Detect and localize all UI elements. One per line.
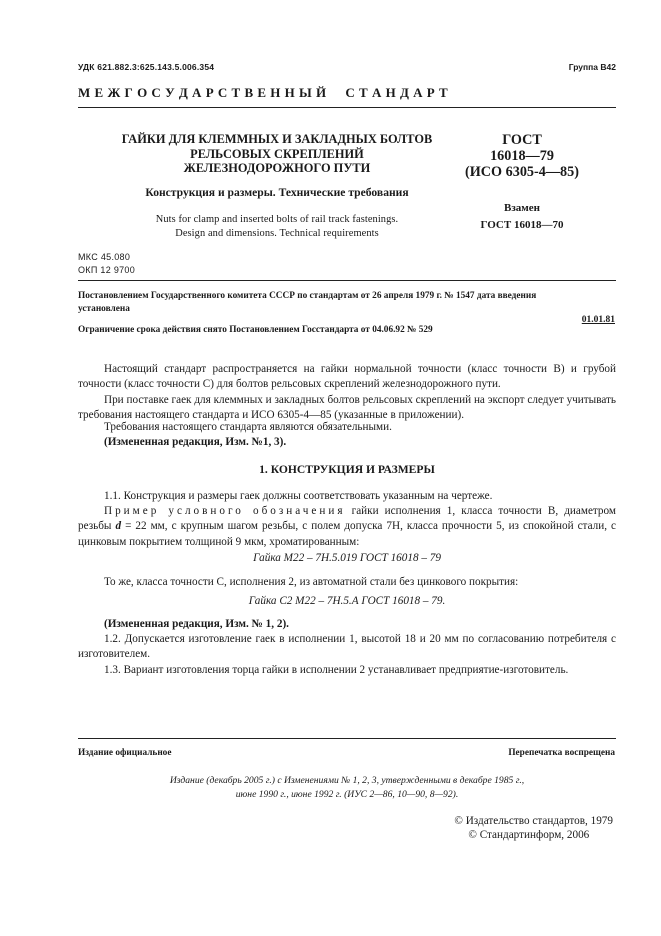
example-label: Пример условного обозначения bbox=[104, 505, 346, 517]
gost-label: ГОСТ bbox=[502, 132, 542, 148]
same-as-paragraph: То же, класса точности С, исполнения 2, из автоматной стали без цинкового покрытия: bbox=[104, 576, 519, 588]
header-rule bbox=[78, 107, 616, 108]
diameter-symbol: d bbox=[115, 520, 122, 533]
clause-1-3: 1.3. Вариант изготовления торца гайки в исполнении 2 устанавливает предприятие-изготовитель. bbox=[104, 664, 569, 676]
gost-designation bbox=[452, 132, 592, 180]
title-line-3: ЖЕЛЕЗНОДОРОЖНОГО ПУТИ bbox=[183, 161, 371, 175]
limitation-text: Ограничение срока действия снято Постановлением Госстандарта от 04.06.92 № 529 bbox=[78, 325, 433, 335]
classification-codes bbox=[78, 251, 135, 276]
edition-note-line-2: июне 1990 г., июне 1992 г. (ИУС 2—86, 10—90, 8—92). bbox=[235, 788, 459, 800]
replaces-label: Взамен bbox=[504, 202, 540, 214]
section-heading: 1. КОНСТРУКЦИЯ И РАЗМЕРЫ bbox=[259, 463, 435, 476]
english-title bbox=[112, 213, 442, 241]
decree-line-1: Постановлением Государственного комитета СССР по стандартам от 26 апреля 1979 г. № 1547 дата введения bbox=[78, 291, 537, 301]
example-text-b: = 22 мм, с крупным шагом резьбы, с полем допуска 7Н, класса прочности 5, из спокойной стали, с цинковым покрытием толщиной 9 мкм, хроматированным: bbox=[78, 520, 616, 548]
replaces-standard: ГОСТ 16018—70 bbox=[480, 219, 564, 231]
edition-note-line-1: Издание (декабрь 2005 г.) с Изменениями № 1, 2, 3, утвержденными в декабре 1985 г., bbox=[169, 775, 525, 786]
decree-text bbox=[78, 290, 618, 316]
intro-paragraph-1: Настоящий стандарт распространяется на гайки нормальной точности (класс точности В) и грубой точности (класс точности С) для болтов рельсовых скреплений железнодорожного пути. bbox=[78, 363, 616, 391]
gost-number: 16018—79 bbox=[490, 148, 554, 164]
intro-paragraph-2: При поставке гаек для клеммных и закладных болтов рельсовых скреплений на экспорт следует учитывать требования настоящего стандарта и ИСО 6305-4—85 (указанные в приложении). bbox=[78, 394, 616, 422]
title-line-2: РЕЛЬСОВЫХ СКРЕПЛЕНИЙ bbox=[190, 146, 364, 161]
copyright-2006: © Стандартинформ, 2006 bbox=[468, 829, 590, 841]
english-title-line-1: Nuts for clamp and inserted bolts of rail track fastenings. bbox=[155, 214, 399, 225]
clause-1-2: 1.2. Допускается изготовление гаек в исполнении 1, высотой 18 и 20 мм по согласованию потребителя с изготовителем. bbox=[78, 633, 616, 661]
designation-example-paragraph bbox=[78, 504, 616, 550]
document-subtitle: Конструкция и размеры. Технические требования bbox=[145, 186, 409, 199]
section-amendment: (Измененная редакция, Изм. № 1, 2). bbox=[104, 618, 289, 630]
okp-code: ОКП 12 9700 bbox=[78, 264, 136, 275]
example-designation-1: Гайка М22 – 7Н.5.019 ГОСТ 16018 – 79 bbox=[253, 552, 441, 564]
codes-rule bbox=[78, 280, 616, 281]
reprint-prohibited: Перепечатка воспрещена bbox=[508, 748, 615, 758]
english-title-line-2: Design and dimensions. Technical requirements bbox=[175, 228, 379, 239]
title-line-1: ГАЙКИ ДЛЯ КЛЕММНЫХ И ЗАКЛАДНЫХ БОЛТОВ bbox=[121, 132, 433, 146]
group-code: Группа В42 bbox=[568, 62, 616, 72]
udk-code: УДК 621.882.3:625.143.5.006.354 bbox=[78, 62, 215, 72]
footer-rule bbox=[78, 738, 616, 739]
example-designation-2: Гайка С2 М22 – 7Н.5.А ГОСТ 16018 – 79. bbox=[248, 595, 446, 607]
mks-code: МКС 45.080 bbox=[78, 252, 131, 262]
intro-amendment: (Измененная редакция, Изм. №1, 3). bbox=[104, 436, 287, 448]
edition-note bbox=[78, 774, 616, 801]
decree-line-2: установлена bbox=[78, 304, 130, 314]
intro-paragraph-3: Требования настоящего стандарта являются обязательными. bbox=[104, 421, 392, 433]
official-edition: Издание официальное bbox=[78, 748, 172, 758]
example-text-a: гайки исполнения 1, класса точности В, диаметром резьбы bbox=[78, 505, 616, 533]
clause-1-1: 1.1. Конструкция и размеры гаек должны соответствовать указанным на чертеже. bbox=[104, 490, 493, 502]
standard-kind: М Е Ж Г О С У Д А Р С Т В Е Н Н Ы Й С Т А Н Д А Р Т bbox=[78, 85, 449, 100]
document-title bbox=[112, 132, 442, 176]
iso-number: (ИСО 6305-4—85) bbox=[465, 164, 579, 180]
introduction-date: 01.01.81 bbox=[581, 315, 615, 325]
replaces-block bbox=[452, 200, 592, 234]
copyright-1979: © Издательство стандартов, 1979 bbox=[454, 815, 613, 827]
copyright-block bbox=[454, 814, 613, 842]
